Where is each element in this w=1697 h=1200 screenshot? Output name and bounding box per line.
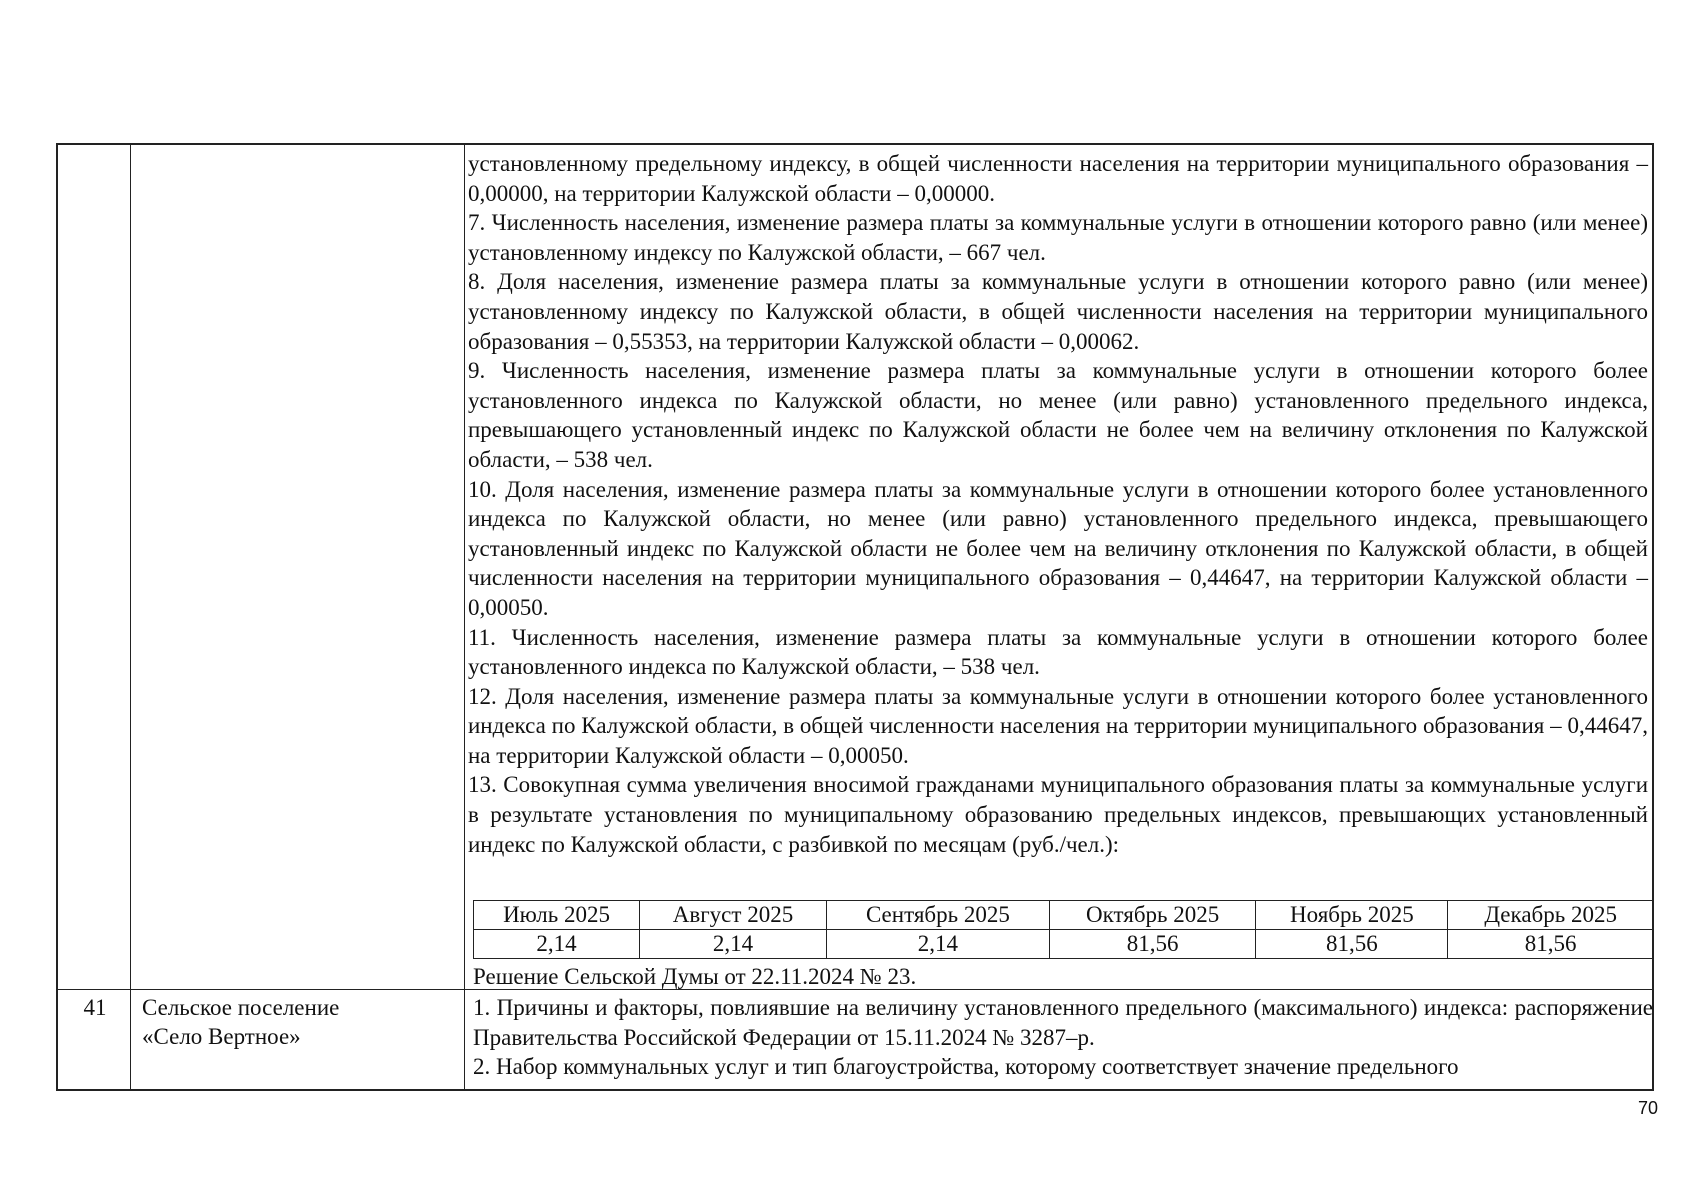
paragraph: 7. Численность населения, изменение размера платы за коммунальные услуги в отношении которого равно (или менее) установленному индексу по Калужской области, – 667 чел. — [468, 210, 1648, 265]
paragraph: 8. Доля населения, изменение размера платы за коммунальные услуги в отношении которого равно (или менее) установленному индексу по Калужской области, в общей численности населения на территории муниципального образования – 0,55353, на территории Калужской области – 0,00062. — [468, 269, 1648, 354]
table-header-cell: Июль 2025 — [474, 901, 640, 930]
table-header-cell: Август 2025 — [640, 901, 827, 930]
table-header-cell: Сентябрь 2025 — [826, 901, 1049, 930]
paragraph: 13. Совокупная сумма увеличения вносимой гражданами муниципального образования платы за коммунальные услуги в результате установления по муниципальному образованию предельных индексов, превышающих установленный индекс по Калужской области, с разбивкой по месяцам (руб./чел.): — [468, 772, 1648, 857]
paragraph: 10. Доля населения, изменение размера платы за коммунальные услуги в отношении которого более установленного индекса по Калужской области, но менее (или равно) установленного предельного индекса, превышающего установленный индекс по Калужской области не более чем на величину отклонения по Калужской области, в общей численности населения на территории муниципального образования – 0,44647, на территории Калужской области – 0,00050. — [468, 476, 1648, 620]
settlement-name-line: Сельское поселение — [142, 995, 340, 1020]
table-row — [474, 930, 1654, 959]
continuation-text — [468, 145, 1648, 859]
paragraph: 9. Численность населения, изменение размера платы за коммунальные услуги в отношении которого более установленного индекса по Калужской области, но менее (или равно) установленного предельного индекса, превышающего установленный индекс по Калужской области не более чем на величину отклонения по Калужской области, – 538 чел. — [468, 358, 1648, 472]
monthly-payment-table — [473, 900, 1654, 959]
settlement-name — [142, 993, 462, 1051]
row-description — [473, 993, 1653, 1082]
settlement-name-line: «Село Вертное» — [142, 1024, 301, 1049]
paragraph: установленному предельному индексу, в общей численности населения на территории муниципального образования – 0,00000, на территории Калужской области – 0,00000. — [468, 151, 1648, 206]
paragraph: 12. Доля населения, изменение размера платы за коммунальные услуги в отношении которого более установленного индекса по Калужской области, в общей численности населения на территории муниципального образования – 0,44647, на территории Калужской области – 0,00050. — [468, 683, 1648, 768]
table-cell: 81,56 — [1049, 930, 1256, 959]
table-cell: 2,14 — [826, 930, 1049, 959]
paragraph: 1. Причины и факторы, повлиявшие на величину установленного предельного (максимального) индекса: распоряжение Правительства Российской Федерации от 15.11.2024 № 3287–р. — [473, 995, 1653, 1050]
table-header-row — [474, 901, 1654, 930]
table-header-cell: Декабрь 2025 — [1448, 901, 1654, 930]
column-divider — [464, 145, 465, 1089]
paragraph: 11. Численность населения, изменение размера платы за коммунальные услуги в отношении которого более установленного индекса по Калужской области, – 538 чел. — [468, 624, 1648, 680]
table-cell: 81,56 — [1256, 930, 1448, 959]
paragraph: 2. Набор коммунальных услуг и тип благоустройства, которому соответствует значение предельного — [473, 1054, 1459, 1080]
table-header-cell: Октябрь 2025 — [1049, 901, 1256, 930]
table-cell: 2,14 — [474, 930, 640, 959]
page-number: 70 — [1638, 1098, 1659, 1118]
document-table — [56, 143, 1654, 1091]
table-cell: 2,14 — [640, 930, 827, 959]
row-number: 41 — [83, 995, 107, 1020]
table-header-cell: Ноябрь 2025 — [1256, 901, 1448, 930]
table-cell: 81,56 — [1448, 930, 1654, 959]
column-divider — [130, 145, 131, 1089]
decision-reference: Решение Сельской Думы от 22.11.2024 № 23. — [473, 964, 917, 989]
